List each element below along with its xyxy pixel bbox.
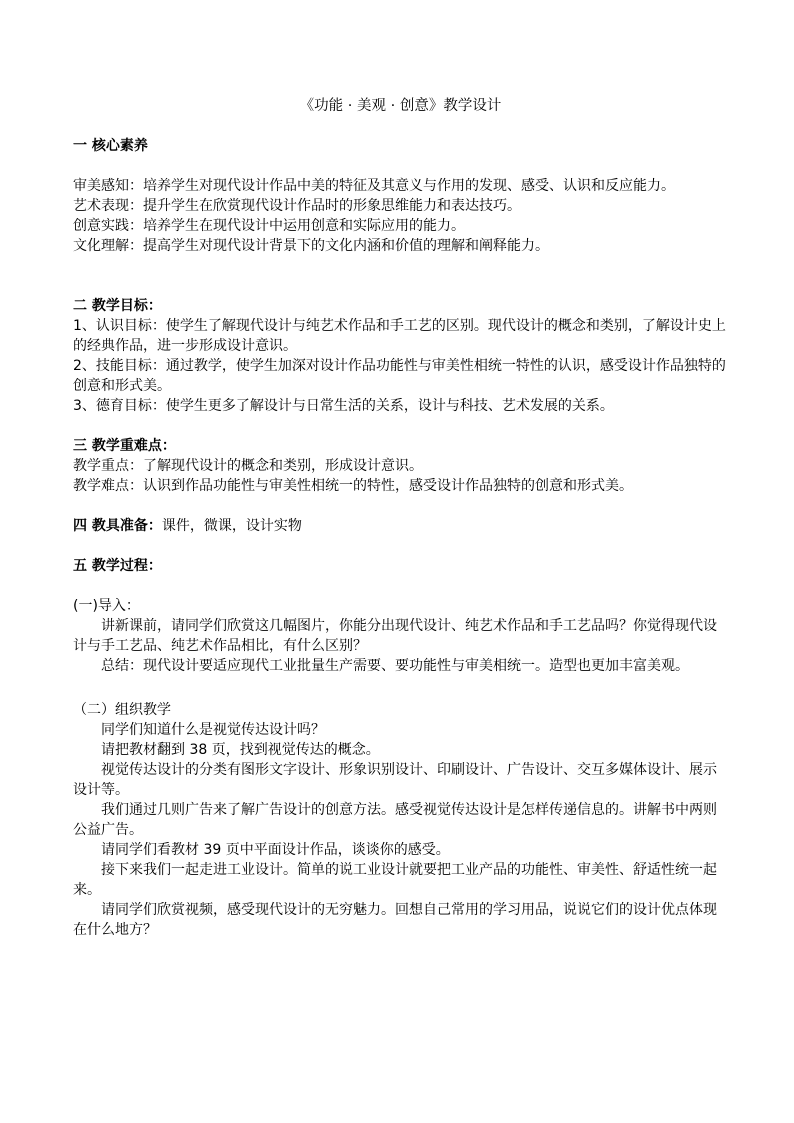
paragraph: 教学重点：了解现代设计的概念和类别，形成设计意识。 — [73, 458, 423, 474]
paragraph: 艺术表现：提升学生在欣赏现代设计作品时的形象思维能力和表达技巧。 — [73, 198, 521, 214]
paragraph: 2、技能目标：通过教学，使学生加深对设计作品功能性与审美性相统一特性的认识，感受设计作品独特的创意和形式美。 — [73, 358, 726, 394]
paragraph: 总结：现代设计要适应现代工业批量生产需要、要功能性与审美相统一。造型也更加丰富美观。 — [101, 658, 689, 674]
paragraph: 讲新课前，请同学们欣赏这几幅图片，你能分出现代设计、纯艺术作品和手工艺品吗？你觉得现代设计与手工艺品、纯艺术作品相比，有什么区别？ — [73, 618, 717, 654]
paragraph: 请同学们欣赏视频，感受现代设计的无穷魅力。回想自己常用的学习用品，说说它们的设计优点体现在什么地方？ — [73, 902, 717, 938]
paragraph: 文化理解：提高学生对现代设计背景下的文化内涵和价值的理解和阐释能力。 — [73, 238, 549, 254]
teaching-tools-text: 课件，微课，设计实物 — [161, 518, 302, 534]
paragraph: 教学难点：认识到作品功能性与审美性相统一的特性，感受设计作品独特的创意和形式美。 — [73, 478, 633, 494]
paragraph: 审美感知：培养学生对现代设计作品中美的特征及其意义与作用的发现、感受、认识和反应能力。 — [73, 178, 675, 194]
paragraph: 接下来我们一起走进工业设计。简单的说工业设计就要把工业产品的功能性、审美性、舒适性统一起来。 — [73, 862, 717, 898]
section-heading-teaching-process: 五 教学过程： — [73, 558, 162, 574]
section-heading-core-literacy: 一 核心素养 — [73, 138, 148, 154]
paragraph: 同学们知道什么是视觉传达设计吗？ — [101, 722, 325, 738]
subsection-label-intro: (一)导入： — [73, 598, 140, 614]
section-heading-teaching-tools: 四 教具准备： — [73, 518, 162, 534]
paragraph: 创意实践：培养学生在现代设计中运用创意和实际应用的能力。 — [73, 218, 465, 234]
section-heading-teaching-goals: 二 教学目标： — [73, 298, 162, 314]
section-heading-key-points: 三 教学重难点： — [73, 438, 176, 454]
paragraph: 1、认识目标：使学生了解现代设计与纯艺术作品和手工艺的区别。现代设计的概念和类别，了解设计史上的经典作品，进一步形成设计意识。 — [73, 318, 726, 354]
paragraph: 视觉传达设计的分类有图形文字设计、形象识别设计、印刷设计、广告设计、交互多媒体设计、展示设计等。 — [73, 762, 717, 798]
teaching-tools-line — [73, 516, 728, 536]
paragraph: 请同学们看教材 39 页中平面设计作品，谈谈你的感受。 — [101, 842, 450, 858]
paragraph: 请把教材翻到 38 页，找到视觉传达的概念。 — [101, 742, 380, 758]
subsection-label-organize: （二）组织教学 — [73, 702, 171, 718]
page-title: 《功能 · 美观 · 创意》教学设计 — [299, 98, 502, 114]
paragraph: 我们通过几则广告来了解广告设计的创意方法。感受视觉传达设计是怎样传递信息的。讲解书中两则公益广告。 — [73, 802, 717, 838]
document-page — [73, 96, 728, 940]
paragraph: 3、德育目标：使学生更多了解设计与日常生活的关系，设计与科技、艺术发展的关系。 — [73, 398, 614, 414]
